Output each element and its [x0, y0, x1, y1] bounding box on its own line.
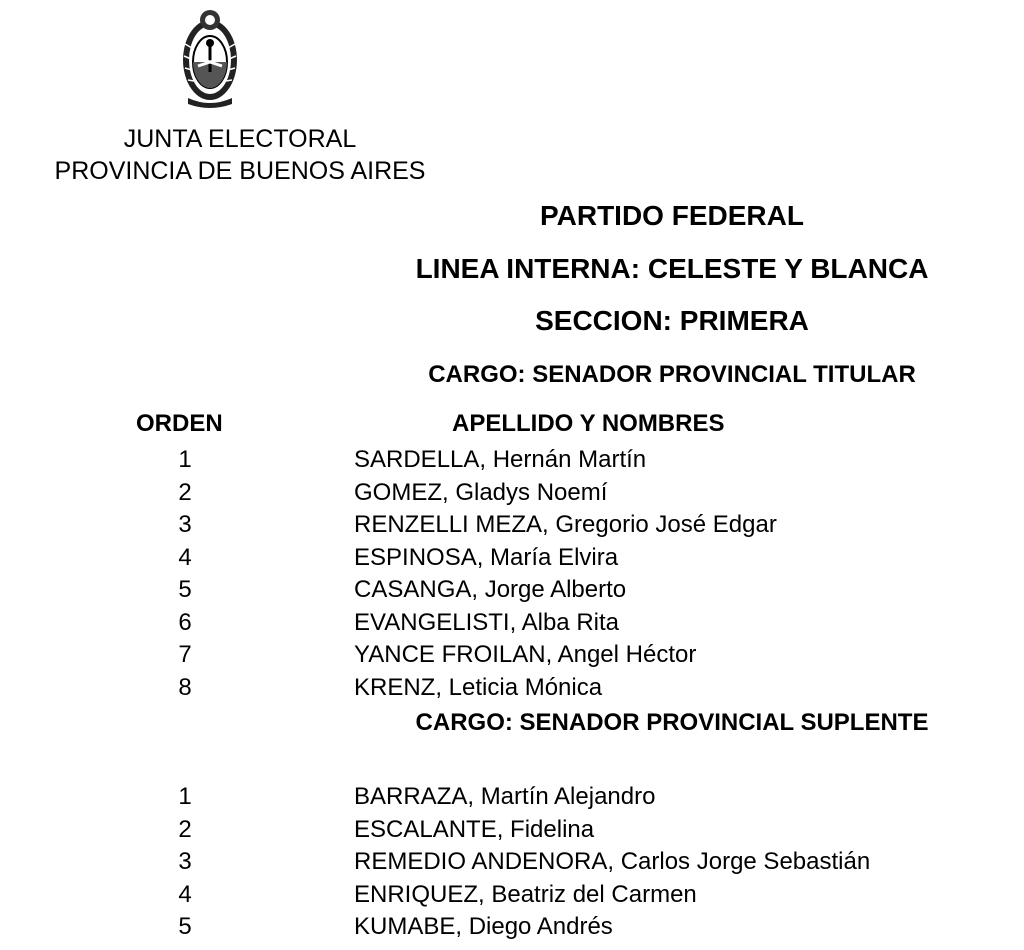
column-header-name: APELLIDO Y NOMBRES — [452, 410, 725, 437]
order-number: 3 — [178, 511, 192, 538]
order-number: 7 — [178, 641, 192, 668]
candidate-name: REMEDIO ANDENORA, Carlos Jorge Sebastián — [354, 848, 871, 875]
candidate-name: CASANGA, Jorge Alberto — [354, 576, 627, 603]
order-number: 2 — [178, 478, 192, 506]
suplente-heading: CARGO: SENADOR PROVINCIAL SUPLENTE — [415, 709, 929, 736]
candidate-name: RENZELLI MEZA, Gregorio José Edgar — [354, 511, 777, 538]
list-item — [0, 607, 1024, 640]
list-item — [0, 814, 1024, 847]
order-number: 3 — [178, 848, 192, 875]
party-title: PARTIDO FEDERAL — [540, 200, 804, 231]
candidate-name: KUMABE, Diego Andrés — [354, 913, 613, 940]
list-item — [0, 477, 1024, 510]
list-item — [0, 444, 1024, 477]
candidate-name: BARRAZA, Martín Alejandro — [354, 783, 656, 810]
order-number: 8 — [178, 673, 192, 701]
order-number: 2 — [178, 815, 192, 843]
order-number: 4 — [178, 543, 192, 571]
titular-list — [0, 444, 1024, 704]
candidate-name: GOMEZ, Gladys Noemí — [354, 478, 608, 506]
suplente-list — [0, 781, 1024, 944]
list-item — [0, 542, 1024, 575]
candidate-name: SARDELLA, Hernán Martín — [354, 446, 647, 473]
list-item — [0, 509, 1024, 542]
candidate-name: EVANGELISTI, Alba Rita — [354, 608, 619, 636]
list-item — [0, 672, 1024, 705]
titular-heading: CARGO: SENADOR PROVINCIAL TITULAR — [428, 361, 916, 388]
list-item — [0, 781, 1024, 814]
list-item — [0, 846, 1024, 879]
order-number: 5 — [178, 576, 192, 603]
candidate-name: ENRIQUEZ, Beatriz del Carmen — [354, 880, 697, 908]
order-number: 1 — [178, 783, 192, 810]
order-number: 5 — [178, 913, 192, 940]
section-title: SECCION: PRIMERA — [535, 305, 809, 336]
list-item — [0, 911, 1024, 944]
coat-of-arms-seal — [180, 4, 240, 112]
order-number: 1 — [178, 446, 192, 473]
order-number: 4 — [178, 880, 192, 908]
list-item — [0, 639, 1024, 672]
list-item — [0, 879, 1024, 912]
institution-province: PROVINCIA DE BUENOS AIRES — [54, 157, 426, 185]
internal-line-title: LINEA INTERNA: CELESTE Y BLANCA — [415, 253, 929, 284]
order-number: 6 — [178, 608, 192, 636]
list-item — [0, 574, 1024, 607]
candidate-name: ESCALANTE, Fidelina — [354, 815, 595, 843]
candidate-name: KRENZ, Leticia Mónica — [354, 673, 603, 701]
candidate-name: YANCE FROILAN, Angel Héctor — [354, 641, 697, 668]
institution-name: JUNTA ELECTORAL — [123, 125, 357, 153]
column-header-order: ORDEN — [136, 410, 223, 437]
candidate-name: ESPINOSA, María Elvira — [354, 543, 619, 571]
